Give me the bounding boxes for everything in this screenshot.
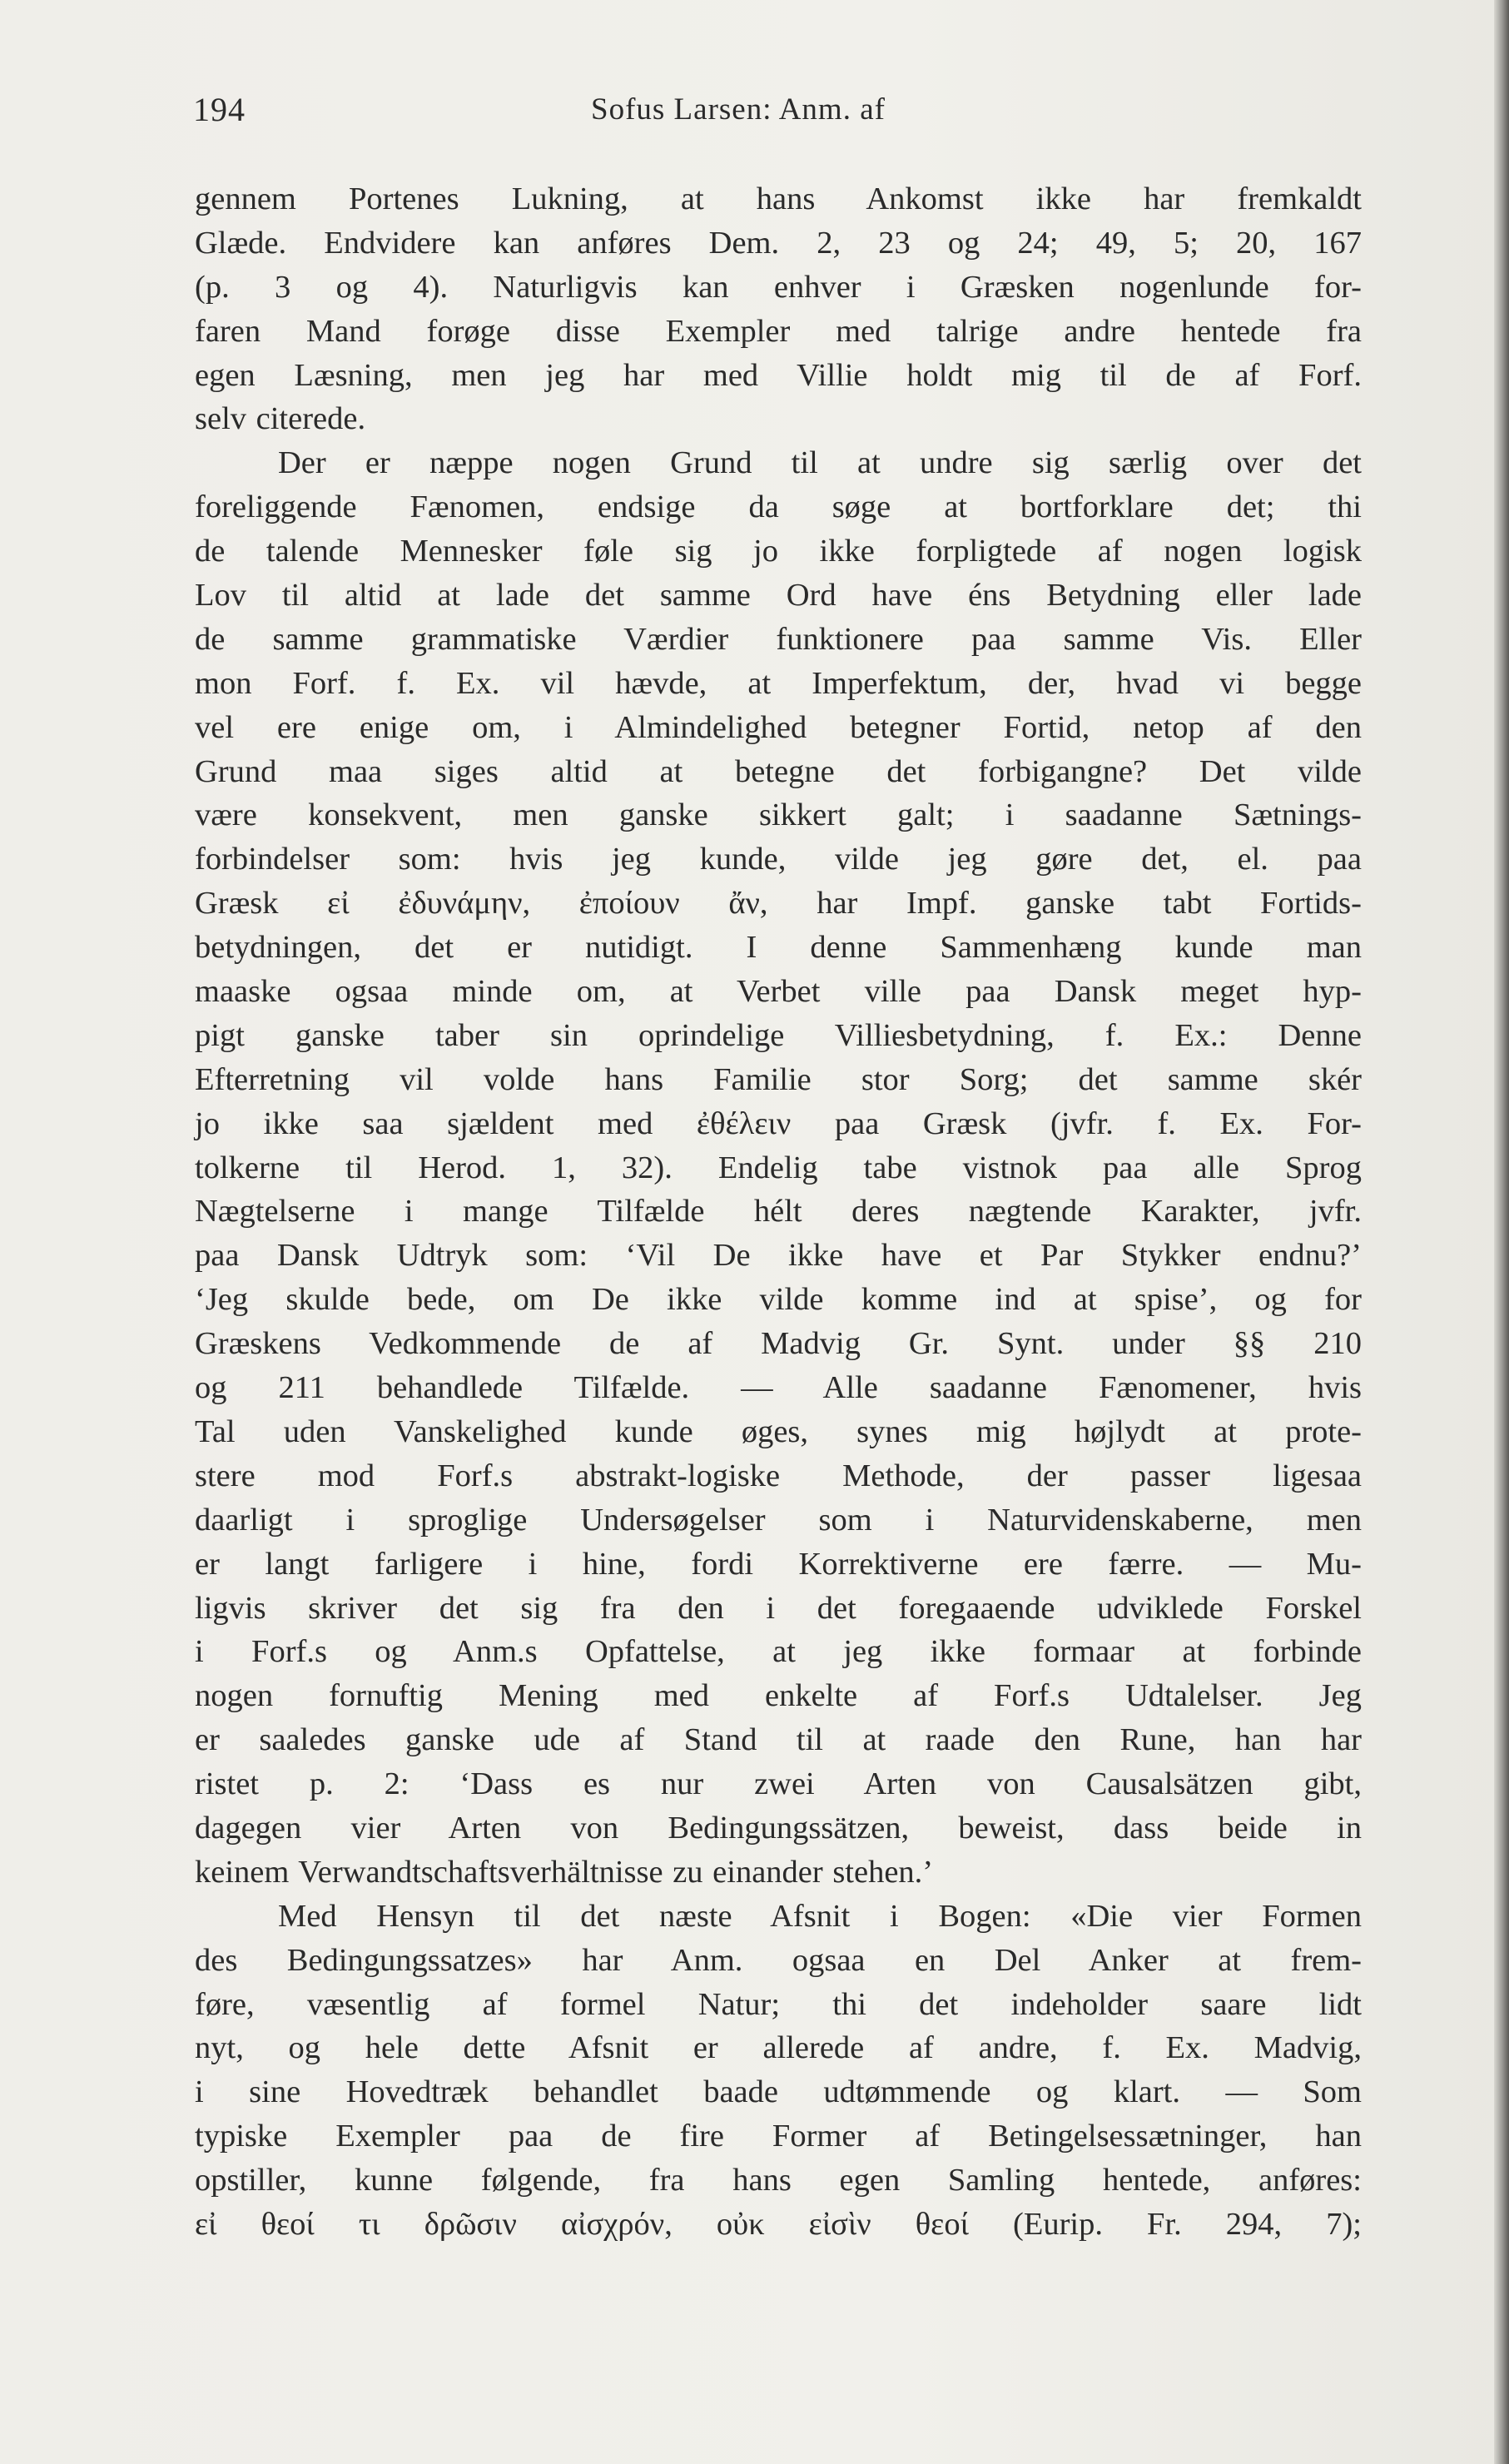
- text-line: pigt ganske taber sin oprindelige Villiesbetydning, f. Ex.: Denne: [195, 1017, 1362, 1053]
- text-line: ristet p. 2: ‘Dass es nur zwei Arten von Causalsätzen gibt,: [195, 1766, 1362, 1802]
- text-line: Nægtelserne i mange Tilfælde hélt deres nægtende Karakter, jvfr.: [195, 1194, 1362, 1230]
- text-line: daarligt i sproglige Undersøgelser som i Naturvidenskaberne, men: [195, 1502, 1362, 1538]
- text-line: er saaledes ganske ude af Stand til at raade den Rune, han har: [195, 1722, 1362, 1758]
- text-line: tolkerne til Herod. 1, 32). Endelig tabe vistnok paa alle Sprog: [195, 1150, 1362, 1185]
- text-line: de talende Mennesker føle sig jo ikke forpligtede af nogen logisk: [195, 534, 1362, 569]
- text-line: des Bedingungssatzes» har Anm. ogsaa en Del Anker at frem-: [195, 1942, 1362, 1978]
- text-line: stere mod Forf.s abstrakt-logiske Methode, der passer ligesaa: [195, 1458, 1362, 1493]
- text-line: forbindelser som: hvis jeg kunde, vilde jeg gøre det, el. paa: [195, 842, 1362, 877]
- text-line: Grund maa siges altid at betegne det forbigangne? Det vilde: [195, 753, 1362, 789]
- text-line: paa Dansk Udtryk som: ‘Vil De ikke have et Par Stykker endnu?’: [195, 1238, 1362, 1274]
- text-line: dagegen vier Arten von Bedingungssätzen, beweist, dass beide in: [195, 1810, 1362, 1846]
- text-line: (p. 3 og 4). Naturligvis kan enhver i Græsken nogenlunde for-: [195, 269, 1362, 305]
- text-line: de samme grammatiske Værdier funktionere paa samme Vis. Eller: [195, 621, 1362, 657]
- body-text: [195, 177, 1362, 2247]
- text-line: maaske ogsaa minde om, at Verbet ville paa Dansk meget hyp-: [195, 974, 1362, 1010]
- text-line: selv citerede.: [195, 401, 366, 437]
- text-line: foreliggende Fænomen, endsige da søge at bortforklare det; thi: [195, 489, 1362, 525]
- text-line: i sine Hovedtræk behandlet baade udtømmende og klart. — Som: [195, 2074, 1362, 2110]
- text-line: vel ere enige om, i Almindelighed betegner Fortid, netop af den: [195, 709, 1362, 745]
- page-number: 194: [193, 91, 246, 128]
- text-line: Tal uden Vanskelighed kunde øges, synes mig højlydt at prote-: [195, 1413, 1362, 1449]
- text-line: og 211 behandlede Tilfælde. — Alle saadanne Fænomener, hvis: [195, 1370, 1362, 1406]
- running-head: Sofus Larsen: Anm. af: [591, 92, 886, 127]
- text-line: Der er næppe nogen Grund til at undre sig særlig over det: [278, 445, 1362, 481]
- text-line: egen Læsning, men jeg har med Villie holdt mig til de af Forf.: [195, 357, 1362, 393]
- text-line: mon Forf. f. Ex. vil hævde, at Imperfektum, der, hvad vi begge: [195, 665, 1362, 701]
- text-line: Græskens Vedkommende de af Madvig Gr. Synt. under §§ 210: [195, 1326, 1362, 1362]
- page-header: [193, 90, 1375, 132]
- text-line: betydningen, det er nutidigt. I denne Sammenhæng kunde man: [195, 930, 1362, 966]
- text-line: nogen fornuftig Mening med enkelte af Forf.s Udtalelser. Jeg: [195, 1678, 1362, 1714]
- text-line: opstiller, kunne følgende, fra hans egen Samling hentede, anføres:: [195, 2163, 1362, 2198]
- text-line: ligvis skriver det sig fra den i det foregaaende udviklede Forskel: [195, 1590, 1362, 1626]
- text-line: i Forf.s og Anm.s Opfattelse, at jeg ikke formaar at forbinde: [195, 1634, 1362, 1670]
- text-line: Efterretning vil volde hans Familie stor Sorg; det samme skér: [195, 1061, 1362, 1097]
- text-line: Græsk εἰ ἐδυνάμην, ἐποίουν ἄν, har Impf. ganske tabt Fortids-: [195, 886, 1362, 922]
- text-line: være konsekvent, men ganske sikkert galt; i saadanne Sætnings-: [195, 797, 1362, 833]
- page-edge-shadow: [1494, 0, 1509, 2464]
- text-line: typiske Exempler paa de fire Former af Betingelsessætninger, han: [195, 2119, 1362, 2154]
- text-line: nyt, og hele dette Afsnit er allerede af andre, f. Ex. Madvig,: [195, 2030, 1362, 2066]
- text-line: jo ikke saa sjældent med ἐθέλειν paa Græsk (jvfr. f. Ex. For-: [195, 1105, 1362, 1141]
- text-line: keinem Verwandtschaftsverhältnisse zu einander stehen.’: [195, 1854, 934, 1890]
- text-line: føre, væsentlig af formel Natur; thi det indeholder saare lidt: [195, 1986, 1362, 2022]
- text-line: Glæde. Endvidere kan anføres Dem. 2, 23 og 24; 49, 5; 20, 167: [195, 225, 1362, 261]
- text-line: faren Mand forøge disse Exempler med talrige andre hentede fra: [195, 313, 1362, 349]
- text-line: Lov til altid at lade det samme Ord have éns Betydning eller lade: [195, 578, 1362, 614]
- text-line: εἰ θεοί τι δρῶσιν αἰσχρόν, οὐκ εἰσὶν θεοί (Eurip. Fr. 294, 7);: [195, 2206, 1362, 2242]
- text-line: gennem Portenes Lukning, at hans Ankomst ikke har fremkaldt: [195, 181, 1362, 216]
- text-line: er langt farligere i hine, fordi Korrektiverne ere færre. — Mu-: [195, 1546, 1362, 1582]
- text-line: ‘Jeg skulde bede, om De ikke vilde komme ind at spise’, og for: [195, 1282, 1362, 1318]
- text-line: Med Hensyn til det næste Afsnit i Bogen: «Die vier Formen: [278, 1898, 1362, 1934]
